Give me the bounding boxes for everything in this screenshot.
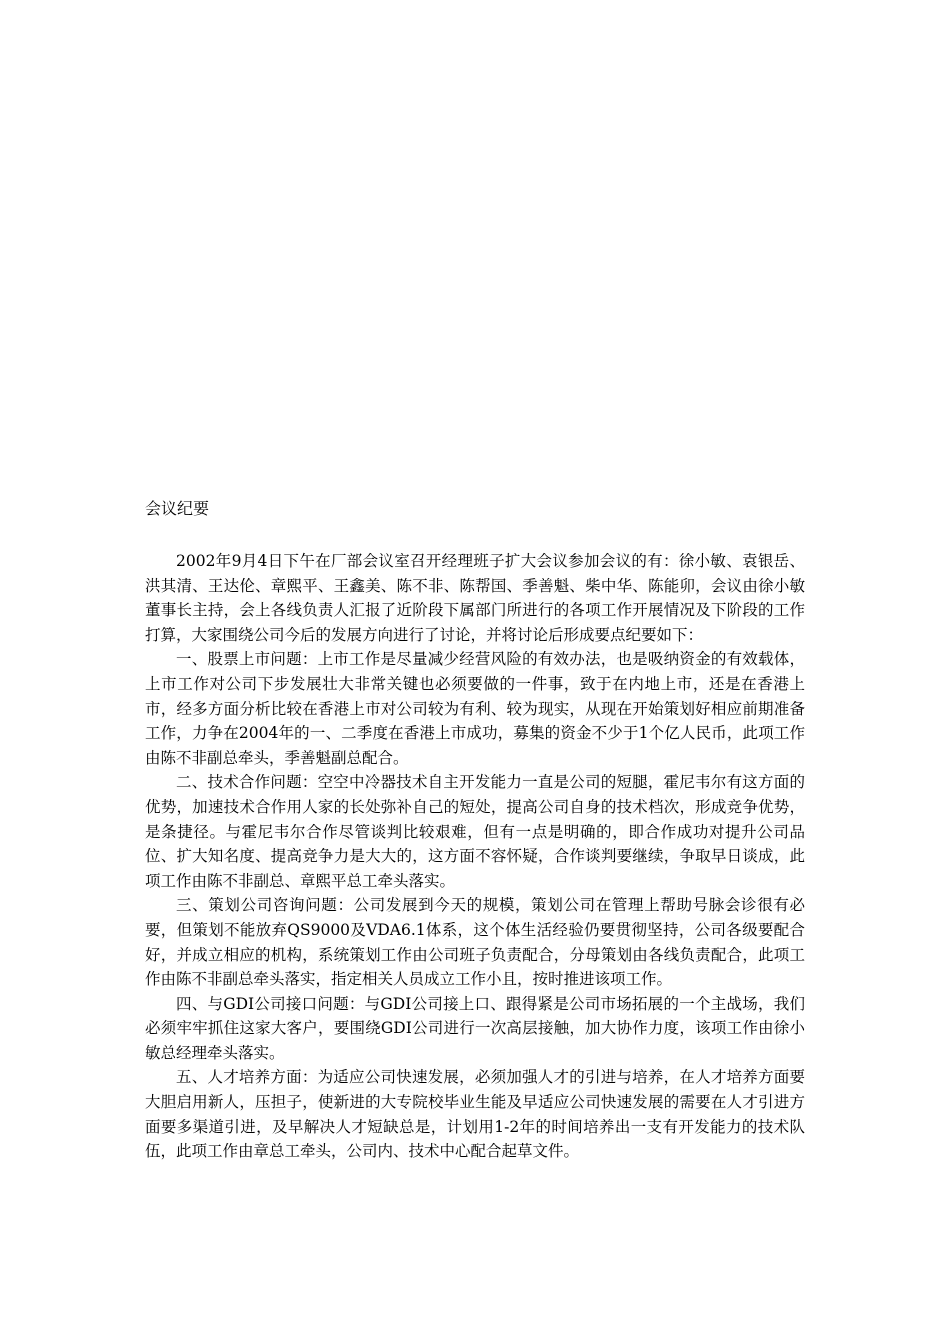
document-body bbox=[145, 549, 805, 1164]
item-2-technical-cooperation: 二、技术合作问题：空空中冷器技术自主开发能力一直是公司的短腿，霍尼韦尔有这方面的优势，加速技术合作用人家的长处弥补自己的短处，提高公司自身的技术档次，形成竞争优势，是条捷径。与霍尼韦尔合作尽管谈判比较艰难，但有一点是明确的，即合作成功对提升公司品位、扩大知名度、提高竞争力是大大的，这方面不容怀疑，合作谈判要继续，争取早日谈成，此项工作由陈不非副总、章熙平总工牵头落实。 bbox=[145, 773, 805, 890]
item-5-talent-training: 五、人才培养方面：为适应公司快速发展，必须加强人才的引进与培养，在人才培养方面要大胆启用新人，压担子，使新进的大专院校毕业生能及早适应公司快速发展的需要在人才引进方面要多渠道引进，及早解决人才短缺总是，计划用1-2年的时间培养出一支有开发能力的技术队伍，此项工作由章总工牵头，公司内、技术中心配合起草文件。 bbox=[145, 1068, 805, 1161]
item-1-stock-listing: 一、股票上市问题：上市工作是尽量减少经营风险的有效办法，也是吸纳资金的有效载体，上市工作对公司下步发展壮大非常关键也必须要做的一件事，致于在内地上市，还是在香港上市，经多方面分析比较在香港上市对公司较为有利、较为现实，从现在开始策划好相应前期准备工作，力争在2004年的一、二季度在香港上市成功，募集的资金不少于1个亿人民币，此项工作由陈不非副总牵头，季善魁副总配合。 bbox=[145, 650, 805, 767]
intro-paragraph: 2002年9月4日下午在厂部会议室召开经理班子扩大会议参加会议的有：徐小敏、袁银岳、洪其清、王达伦、章熙平、王鑫美、陈不非、陈帮国、季善魁、柴中华、陈能卯，会议由徐小敏董事长主持，会上各线负责人汇报了近阶段下属部门所进行的各项工作开展情况及下阶段的工作打算，大家围绕公司今后的发展方向进行了讨论，并将讨论后形成要点纪要如下： bbox=[145, 552, 805, 644]
item-3-consulting: 三、策划公司咨询问题：公司发展到今天的规模，策划公司在管理上帮助号脉会诊很有必要，但策划不能放弃QS9000及VDA6.1体系，这个体生活经验仍要贯彻坚持，公司各级要配合好，并成立相应的机构，系统策划工作由公司班子负责配合，分母策划由各线负责配合，此项工作由陈不非副总牵头落实，指定相关人员成立工作小且，按时推进该项工作。 bbox=[145, 896, 805, 989]
document-title: 会议纪要 bbox=[145, 499, 210, 518]
item-4-gdi-interface: 四、与GDI公司接口问题：与GDI公司接上口、跟得紧是公司市场拓展的一个主战场，我们必须牢牢抓住这家大客户，要围绕GDI公司进行一次高层接触，加大协作力度，该项工作由徐小敏总经理牵头落实。 bbox=[145, 994, 805, 1062]
